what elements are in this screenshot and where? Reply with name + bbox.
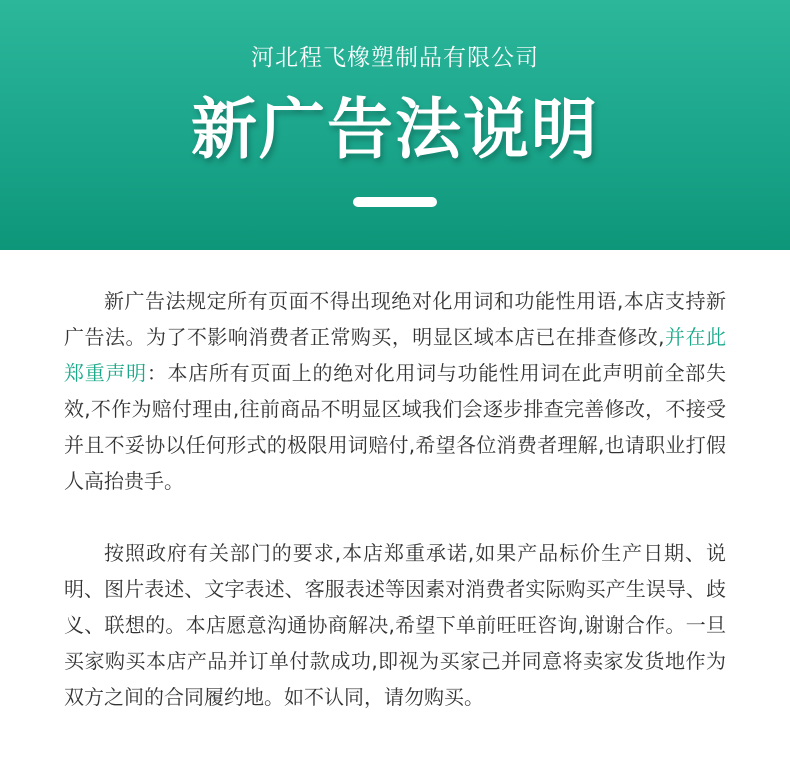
- header-banner: [0, 0, 790, 250]
- notice-paragraph-1: [64, 283, 726, 499]
- paragraph-text: ：本店所有页面上的绝对化用词与功能性用词在此声明前全部失效,不作为赔付理由,往前商品不明显区域我们会逐步排查完善修改，不接受并且不妥协以任何形式的极限用词赔付,希望各位消费者理解,也请职业打假人高抬贵手。: [64, 361, 727, 493]
- title-underline: [353, 197, 437, 207]
- paragraph-text: 新广告法规定所有页面不得出现绝对化用词和功能性用语,本店支持新广告法。为了不影响消费者正常购买，明显区域本店已在排查修改,: [64, 289, 726, 349]
- company-name: 河北程飞橡塑制品有限公司: [251, 45, 539, 71]
- notice-paragraph-2: 按照政府有关部门的要求,本店郑重承诺,如果产品标价生产日期、说明、图片表述、文字表述、客服表述等因素对消费者实际购买产生误导、歧义、联想的。本店愿意沟通协商解决,希望下单前旺旺咨询,谢谢合作。一旦买家购买本店产品并订单付款成功,即视为买家己并同意将卖家发货地作为双方之间的合同履约地。如不认同，请勿购买。: [64, 541, 726, 709]
- page-title: 新广告法说明: [191, 91, 599, 168]
- notice-content: [64, 283, 726, 715]
- highlight-text: 并在此郑重声明: [64, 325, 727, 385]
